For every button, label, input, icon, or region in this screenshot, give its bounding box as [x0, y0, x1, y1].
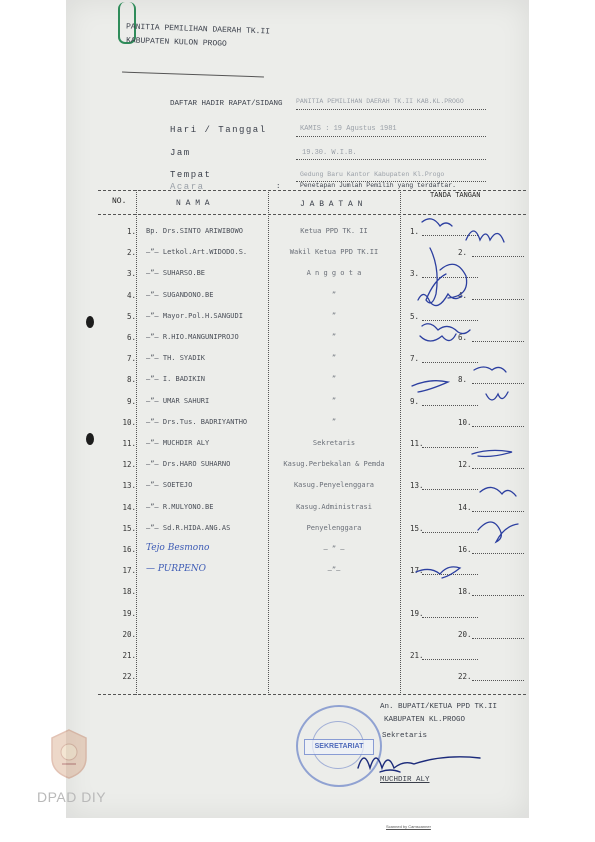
- row-jabatan: ”: [331, 354, 337, 362]
- column-header-jabatan: J A B A T A N: [300, 200, 363, 209]
- acara-separator: :: [276, 183, 281, 191]
- signature-slot-even: 4.: [458, 291, 468, 300]
- punch-hole-top: [86, 316, 94, 328]
- row-name: —”— SOETEJO: [146, 481, 193, 489]
- signature-slot-even: 2.: [458, 248, 468, 257]
- row-number: 2.: [126, 248, 136, 257]
- signature-16: [478, 522, 518, 542]
- row-name: —”— R.HIO.MANGUNIPROJO: [146, 333, 239, 341]
- acara-label: Acara: [170, 182, 205, 192]
- signature-10: [486, 392, 508, 400]
- row-jabatan: Ketua PPD TK. II: [300, 227, 368, 235]
- row-jabatan: Kasug.Perbekalan & Pemda: [283, 460, 385, 468]
- watermark-text: DPAD DIY: [37, 789, 107, 805]
- signature-slot-even: 20.: [458, 630, 472, 639]
- signature-5: [418, 294, 462, 306]
- daftar-label: DAFTAR HADIR RAPAT/SIDANG: [170, 100, 283, 108]
- signature-slot-even: 16.: [458, 545, 472, 554]
- signature-9: [412, 381, 448, 392]
- row-number: 4.: [126, 291, 136, 300]
- signature-slot-odd: 17.: [410, 566, 424, 575]
- jam-label: Jam: [170, 148, 191, 158]
- signature-slot-even: 18.: [458, 587, 472, 596]
- signature-slot-odd: 11.: [410, 439, 424, 448]
- tempat-value: Gedung Baru Kantor Kabupaten Kl.Progo: [300, 171, 445, 178]
- signature-line: [472, 679, 524, 681]
- signature-slot-even: 10.: [458, 418, 472, 427]
- secretary-signature: [350, 740, 490, 780]
- closing-on-behalf: An. BUPATI/KETUA PPD TK.II: [380, 703, 498, 711]
- row-jabatan: ”: [331, 312, 337, 320]
- hari-value: KAMIS : 19 Agustus 1981: [300, 125, 397, 133]
- column-header-tanda-tangan: TANDA TANGAN: [430, 192, 481, 200]
- dpad-logo-watermark: [48, 728, 90, 780]
- row-name: Bp. Drs.SINTO ARIWIBOWO: [146, 227, 243, 235]
- row-name: —”— UMAR SAHURI: [146, 397, 210, 405]
- row-jabatan: — ” —: [323, 545, 345, 553]
- acara-value: Penetapan Jumlah Pemilih yang terdaftar.: [300, 182, 457, 189]
- row-name: —”— Letkol.Art.WIDODO.S.: [146, 248, 248, 256]
- row-name: —”— TH. SYADIK: [146, 354, 206, 362]
- row-name: —”— Mayor.Pol.H.SANGUDI: [146, 312, 243, 320]
- signature-slot-even: 8.: [458, 375, 468, 384]
- row-number: 5.: [126, 312, 136, 321]
- row-number: 13.: [122, 481, 136, 490]
- row-jabatan: ”: [331, 375, 337, 383]
- header-committee: PANITIA PEMILIHAN DAERAH TK.II: [125, 22, 271, 37]
- row-name: —”— MUCHDIR ALY: [146, 439, 210, 447]
- hari-dots: [296, 135, 486, 137]
- row-jabatan: Penyelenggara: [306, 524, 362, 532]
- row-jabatan: Kasug.Penyelenggara: [293, 481, 375, 489]
- signature-slot-even: 6.: [458, 333, 468, 342]
- tempat-label: Tempat: [170, 170, 212, 180]
- row-number: 18.: [122, 587, 136, 596]
- row-number: 8.: [126, 375, 136, 384]
- row-name: —”— Drs.HARO SUHARNO: [146, 460, 231, 468]
- column-divider-nama: [268, 190, 269, 695]
- row-jabatan: A n g g o t a: [306, 269, 362, 277]
- row-jabatan: ”: [331, 397, 337, 405]
- row-number: 17.: [122, 566, 136, 575]
- signature-4: [440, 264, 467, 298]
- row-jabatan: ”: [331, 291, 337, 299]
- row-number: 14.: [122, 503, 136, 512]
- signature-line: [472, 637, 524, 639]
- row-number: 9.: [126, 397, 136, 406]
- signature-7: [420, 334, 456, 341]
- row-jabatan: Sekretaris: [312, 439, 356, 447]
- signature-14: [480, 487, 516, 496]
- row-name: —”— Drs.Tus. BADRIYANTHO: [146, 418, 248, 426]
- jam-value: 19.30. W.I.B.: [302, 149, 357, 157]
- signature-17: [416, 567, 460, 578]
- row-name: —”— R.MULYONO.BE: [146, 503, 214, 511]
- row-number: 15.: [122, 524, 136, 533]
- daftar-value: PANITIA PEMILIHAN DAERAH TK.II KAB.KL.PROGO: [296, 98, 464, 105]
- row-number: 6.: [126, 333, 136, 342]
- row-number: 10.: [122, 418, 136, 427]
- signature-slot-odd: 13.: [410, 481, 424, 490]
- signature-6: [422, 324, 470, 334]
- column-header-nama: N A M A: [176, 199, 210, 208]
- signature-slot-odd: 15.: [410, 524, 424, 533]
- signature-slot-odd: 21.: [410, 651, 424, 660]
- row-jabatan: —”—: [327, 566, 341, 574]
- stamp-label: SEKRETARIAT: [304, 739, 374, 755]
- row-jabatan: Wakil Ketua PPD TK.II: [289, 248, 379, 256]
- signature-slot-odd: 3.: [410, 269, 420, 278]
- signature-slot-even: 14.: [458, 503, 472, 512]
- row-name: — PURPENO: [146, 564, 206, 574]
- header-regency: KABUPATEN KULON PROGO: [125, 36, 227, 49]
- row-number: 11.: [122, 439, 136, 448]
- signature-line: [422, 658, 478, 660]
- row-number: 22.: [122, 672, 136, 681]
- row-name: Tejo Besmono: [146, 543, 210, 553]
- row-jabatan: ”: [331, 418, 337, 426]
- row-name: —”— SUHARSO.BE: [146, 269, 206, 277]
- row-jabatan: ”: [331, 333, 337, 341]
- signature-2: [466, 231, 504, 242]
- column-divider-no: [136, 190, 137, 695]
- row-number: 12.: [122, 460, 136, 469]
- row-number: 16.: [122, 545, 136, 554]
- jam-dots: [296, 158, 486, 160]
- table-bottom-rule: [98, 694, 526, 695]
- row-number: 20.: [122, 630, 136, 639]
- signature-slot-odd: 7.: [410, 354, 420, 363]
- column-header-no: NO.: [112, 197, 127, 206]
- signatures-drawing: [400, 210, 530, 630]
- signature-1: [422, 219, 452, 226]
- punch-hole-bottom: [86, 433, 94, 445]
- signature-slot-odd: 5.: [410, 312, 420, 321]
- signature-8: [474, 367, 506, 372]
- row-name: —”— I. BADIKIN: [146, 375, 206, 383]
- signature-slot-even: 12.: [458, 460, 472, 469]
- closing-regency: KABUPATEN KL.PROGO: [384, 716, 466, 724]
- closing-role: Sekretaris: [382, 732, 428, 740]
- hari-label: Hari / Tanggal: [170, 125, 267, 135]
- row-number: 19.: [122, 609, 136, 618]
- signature-12: [472, 450, 512, 456]
- row-number: 21.: [122, 651, 136, 660]
- signature-slot-even: 22.: [458, 672, 472, 681]
- row-name: —”— SUGANDONO.BE: [146, 291, 214, 299]
- row-number: 7.: [126, 354, 136, 363]
- signature-3: [426, 248, 446, 303]
- table-top-rule: [98, 190, 526, 191]
- signature-slot-odd: 9.: [410, 397, 420, 406]
- footer-note: Scanned by Camscanner: [386, 824, 431, 829]
- signature-slot-odd: 19.: [410, 609, 424, 618]
- daftar-dots: [296, 108, 486, 110]
- row-number: 1.: [126, 227, 136, 236]
- row-number: 3.: [126, 269, 136, 278]
- closing-name: MUCHDIR ALY: [380, 776, 430, 784]
- row-name: —”— Sd.R.HIDA.ANG.AS: [146, 524, 231, 532]
- signature-slot-odd: 1.: [410, 227, 420, 236]
- row-jabatan: Kasug.Administrasi: [296, 503, 372, 511]
